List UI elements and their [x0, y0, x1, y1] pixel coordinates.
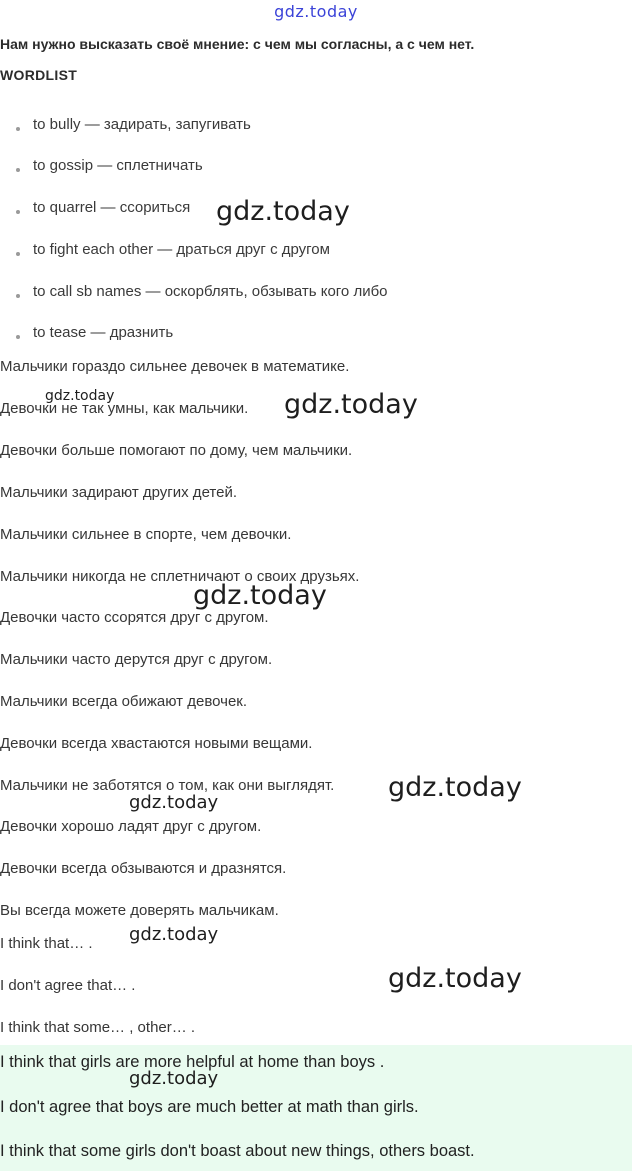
statement: Девочки хорошо ладят друг с другом. [0, 818, 262, 835]
watermark: gdz.today [193, 580, 327, 611]
statement: Девочки всегда хвастаются новыми вещами. [0, 735, 313, 752]
list-item: to tease — дразнить [33, 324, 174, 341]
list-item: to gossip — сплетничать [33, 157, 203, 174]
answer: I think that girls are more helpful at home than boys . [0, 1053, 385, 1071]
statement: Девочки всегда обзываются и дразнятся. [0, 860, 287, 877]
list-item: to quarrel — ссориться [33, 199, 191, 216]
list-item: to call sb names — оскорблять, обзывать кого либо [33, 283, 388, 300]
list-item: to fight each other — драться друг с другом [33, 241, 330, 258]
bullet-icon [16, 168, 20, 172]
watermark: gdz.today [129, 1068, 219, 1089]
bullet-icon [16, 335, 20, 339]
bullet-icon [16, 294, 20, 298]
phrase: I don't agree that… . [0, 977, 136, 994]
watermark: gdz.today [129, 792, 219, 813]
statement: Мальчики никогда не сплетничают о своих друзьях. [0, 568, 360, 585]
watermark: gdz.today [388, 772, 522, 803]
phrase: I think that some… , other… . [0, 1019, 196, 1036]
wordlist-title: WORDLIST [0, 67, 78, 83]
bullet-icon [16, 252, 20, 256]
statement: Девочки больше помогают по дому, чем мальчики. [0, 442, 353, 459]
bullet-icon [16, 210, 20, 214]
statement: Девочки часто ссорятся друг с другом. [0, 609, 269, 626]
answer: I think that some girls don't boast about new things, others boast. [0, 1142, 475, 1160]
bullet-icon [16, 127, 20, 131]
watermark: gdz.today [284, 389, 418, 420]
statement: Девочки не так умны, как мальчики. [0, 400, 249, 417]
task-heading: Нам нужно высказать своё мнение: с чем мы согласны, а с чем нет. [0, 36, 475, 52]
statement: Мальчики гораздо сильнее девочек в математике. [0, 358, 350, 375]
watermark: gdz.today [129, 924, 219, 945]
phrase: I think that… . [0, 935, 93, 952]
statement: Мальчики задирают других детей. [0, 484, 237, 501]
answer: I don't agree that boys are much better at math than girls. [0, 1098, 419, 1116]
statement: Мальчики часто дерутся друг с другом. [0, 651, 273, 668]
watermark: gdz.today [216, 196, 350, 227]
statement: Мальчики сильнее в спорте, чем девочки. [0, 526, 292, 543]
watermark: gdz.today [45, 388, 115, 404]
statement: Мальчики всегда обижают девочек. [0, 693, 248, 710]
watermark: gdz.today [388, 963, 522, 994]
site-logo[interactable]: gdz.today [274, 2, 358, 21]
list-item: to bully — задирать, запугивать [33, 116, 251, 133]
statement: Мальчики не заботятся о том, как они выглядят. [0, 777, 335, 794]
statement: Вы всегда можете доверять мальчикам. [0, 902, 279, 919]
